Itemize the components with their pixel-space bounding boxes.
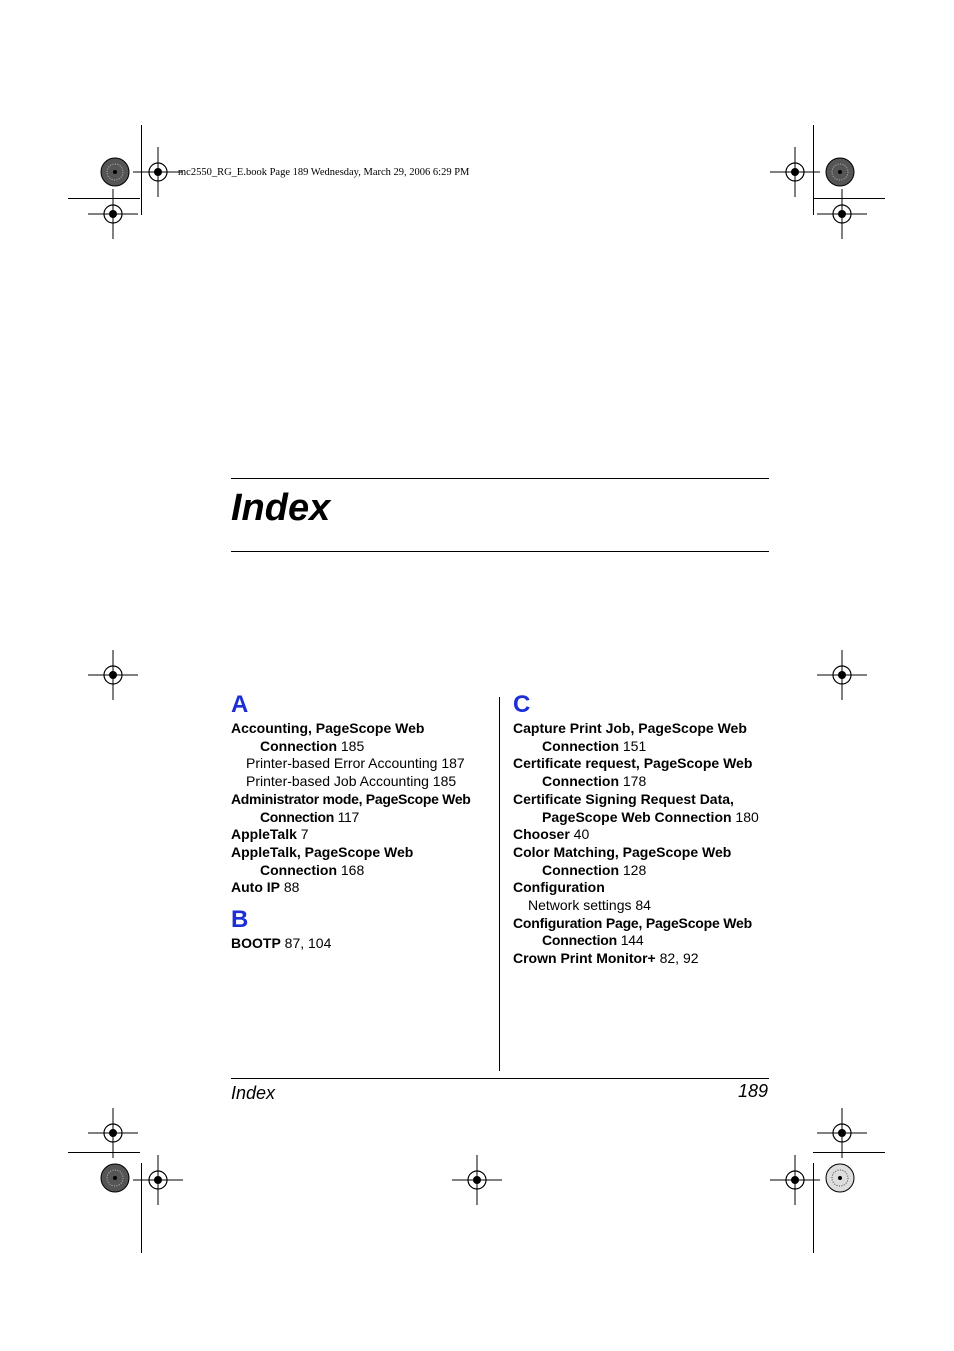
registration-mark-icon (452, 1155, 502, 1205)
starburst-mark-icon (100, 157, 130, 187)
section-letter-b: B (231, 906, 249, 934)
index-entry: Color Matching, PageScope Web Connection 128 (513, 843, 732, 878)
registration-mark-icon (88, 1108, 138, 1158)
page-number: 189 (737, 1081, 768, 1101)
index-entry: AppleTalk, PageScope Web Connection 168 (231, 843, 414, 878)
footer-section-name: Index (231, 1083, 276, 1103)
index-entry: Accounting, PageScope Web Connection 185 (231, 720, 425, 754)
print-file-info: mc2550_RG_E.book Page 189 Wednesday, March 29, 2006 6:29 PM (178, 167, 470, 178)
index-subentry: Network settings 84 (528, 897, 651, 914)
index-subentry: Printer-based Job Accounting 185 (246, 773, 457, 790)
index-entry: Chooser 40 (513, 826, 590, 843)
registration-mark-icon (133, 1155, 183, 1205)
index-entry: AppleTalk 7 (231, 826, 309, 843)
page-title: Index (231, 487, 331, 529)
column-divider (499, 697, 500, 1071)
registration-mark-icon (817, 650, 867, 700)
index-entry: Certificate Signing Request Data, PageScope Web Connection 180 (513, 790, 759, 825)
registration-mark-icon (817, 189, 867, 239)
registration-mark-icon (88, 650, 138, 700)
title-rule-bottom (231, 551, 769, 552)
index-column-left (231, 690, 491, 953)
index-entry: Auto IP 88 (231, 879, 300, 896)
section-letter-c: C (513, 691, 531, 718)
registration-mark-icon (770, 147, 820, 197)
title-rule-top (231, 478, 769, 479)
starburst-mark-icon (825, 1163, 855, 1193)
section-letter-a: A (231, 691, 249, 718)
index-subentry: Printer-based Error Accounting 187 (246, 755, 465, 772)
index-entry: BOOTP 87, 104 (231, 935, 332, 952)
index-column-right (513, 690, 773, 968)
starburst-mark-icon (100, 1163, 130, 1193)
index-entry: Configuration Page, PageScope Web Connection 144 (513, 914, 752, 949)
index-entry: Capture Print Job, PageScope Web Connection 151 (513, 720, 747, 754)
index-entry: Administrator mode, PageScope Web Connection 117 (231, 790, 471, 825)
registration-mark-icon (133, 147, 183, 197)
index-entry: Certificate request, PageScope Web Connection 178 (513, 755, 753, 790)
starburst-mark-icon (825, 157, 855, 187)
registration-mark-icon (817, 1108, 867, 1158)
registration-mark-icon (88, 189, 138, 239)
registration-mark-icon (770, 1155, 820, 1205)
index-entry: Crown Print Monitor+ 82, 92 (513, 950, 699, 967)
index-entry: Configuration (513, 879, 605, 896)
footer-rule (231, 1078, 769, 1079)
